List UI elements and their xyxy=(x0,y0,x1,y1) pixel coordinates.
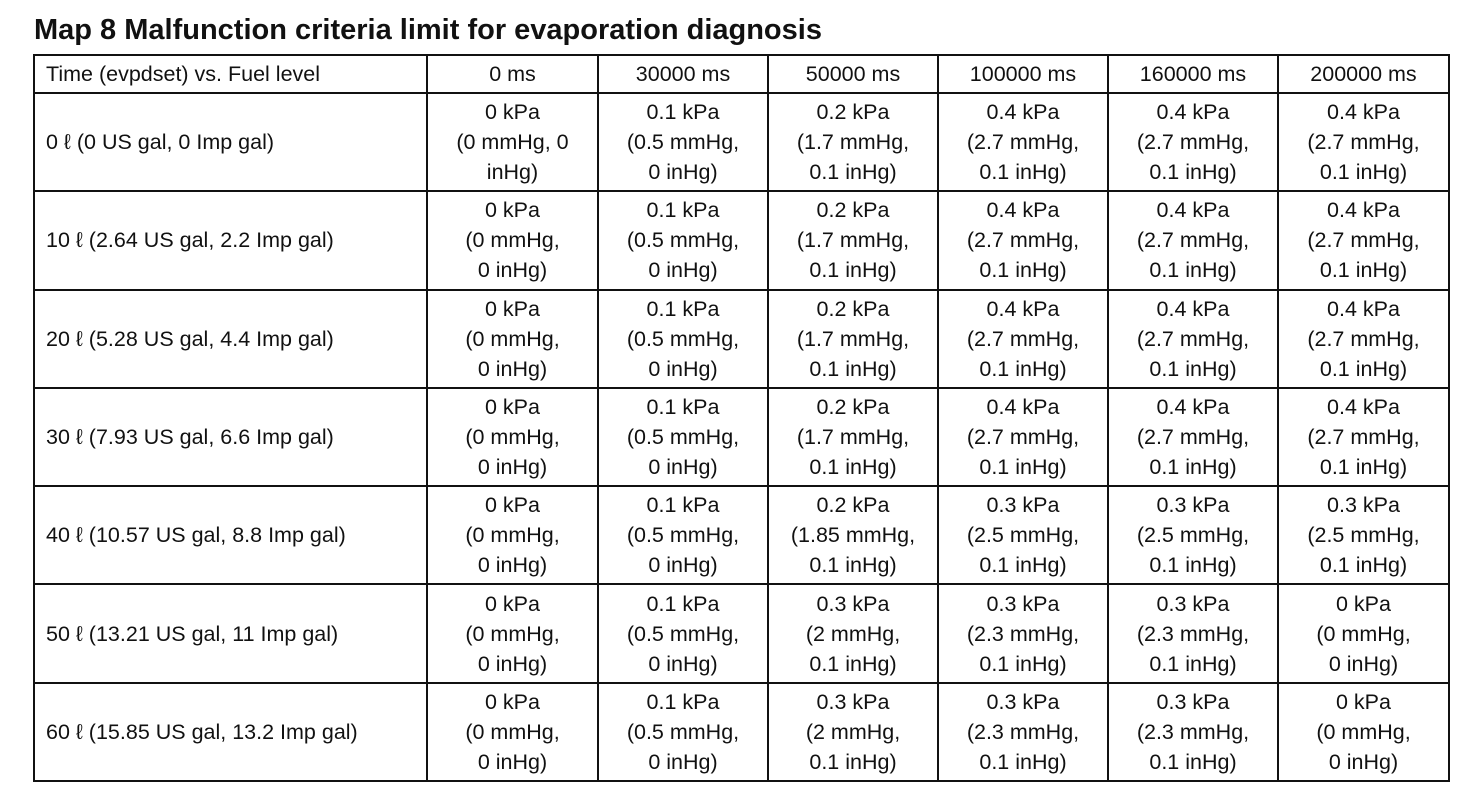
pressure-cell-line: (2.5 mmHg, xyxy=(1307,523,1420,548)
pressure-cell-line: 0 kPa xyxy=(485,100,540,125)
pressure-cell-line: (0 mmHg, xyxy=(465,621,560,646)
fuel-level-label: 60 ℓ (15.85 US gal, 13.2 Imp gal) xyxy=(34,683,427,781)
pressure-cell xyxy=(768,388,938,486)
pressure-cell-line: 0.1 kPa xyxy=(646,198,720,223)
pressure-cell-line: (2.3 mmHg, xyxy=(966,719,1080,744)
pressure-cell xyxy=(427,93,598,191)
pressure-cell-line: (0 mmHg, xyxy=(1316,621,1411,646)
pressure-cell-line: (0.5 mmHg, xyxy=(626,228,740,253)
pressure-cell-line: 0 inHg) xyxy=(477,651,548,676)
pressure-cell xyxy=(427,290,598,388)
fuel-level-label: 50 ℓ (13.21 US gal, 11 Imp gal) xyxy=(34,584,427,682)
header-corner: Time (evpdset) vs. Fuel level xyxy=(34,55,427,93)
pressure-cell-line: 0.1 kPa xyxy=(646,591,720,616)
header-cell: 50000 ms xyxy=(768,55,938,93)
pressure-cell-line: 0.1 inHg) xyxy=(1149,651,1237,676)
pressure-cell-line: (0.5 mmHg, xyxy=(626,719,740,744)
pressure-cell-line: (2.7 mmHg, xyxy=(1136,326,1250,351)
fuel-level-label: 0 ℓ (0 US gal, 0 Imp gal) xyxy=(34,93,427,191)
pressure-cell-line: 0.1 inHg) xyxy=(979,356,1067,381)
pressure-cell-line: 0.1 kPa xyxy=(646,493,720,518)
pressure-cell xyxy=(1108,93,1278,191)
pressure-cell-line: (0.5 mmHg, xyxy=(626,130,740,155)
pressure-cell xyxy=(1278,683,1449,781)
pressure-cell-line: 0 inHg) xyxy=(477,454,548,479)
pressure-cell xyxy=(1278,486,1449,584)
table-row xyxy=(34,683,1449,781)
pressure-cell-line: 0.4 kPa xyxy=(1327,394,1400,419)
pressure-cell-line: 0.1 kPa xyxy=(646,689,720,714)
pressure-cell-line: 0.4 kPa xyxy=(1156,394,1230,419)
pressure-cell-line: 0.1 inHg) xyxy=(1149,749,1237,774)
pressure-cell-line: (2.7 mmHg, xyxy=(966,424,1080,449)
pressure-cell xyxy=(1108,486,1278,584)
pressure-cell-line: (0.5 mmHg, xyxy=(626,621,740,646)
pressure-cell-line: (0 mmHg, xyxy=(465,424,560,449)
pressure-cell-line: 0.3 kPa xyxy=(986,689,1060,714)
header-row xyxy=(34,55,1449,93)
pressure-cell xyxy=(1278,290,1449,388)
pressure-cell-line: 0.1 inHg) xyxy=(809,749,897,774)
pressure-cell-line: (0 mmHg, xyxy=(1316,719,1411,744)
pressure-cell-line: (2.7 mmHg, xyxy=(1307,326,1420,351)
pressure-cell xyxy=(1108,290,1278,388)
pressure-cell-line: 0 inHg) xyxy=(648,258,718,283)
pressure-cell-line: 0.2 kPa xyxy=(816,493,890,518)
pressure-cell-line: (0 mmHg, xyxy=(465,326,560,351)
pressure-cell-line: 0.1 inHg) xyxy=(979,553,1067,578)
pressure-cell-line: (2 mmHg, xyxy=(805,621,901,646)
table-row xyxy=(34,388,1449,486)
pressure-cell-line: 0.1 inHg) xyxy=(1149,356,1237,381)
pressure-cell-line: (2.7 mmHg, xyxy=(1136,130,1250,155)
pressure-cell-line: (2.7 mmHg, xyxy=(1136,228,1250,253)
pressure-cell-line: 0 inHg) xyxy=(648,454,718,479)
pressure-cell-line: 0.4 kPa xyxy=(1327,198,1400,223)
pressure-cell-line: 0.1 inHg) xyxy=(1149,258,1237,283)
pressure-cell-line: 0 inHg) xyxy=(648,651,718,676)
pressure-cell-line: 0 kPa xyxy=(485,493,540,518)
pressure-cell xyxy=(598,388,768,486)
pressure-cell xyxy=(768,683,938,781)
pressure-cell xyxy=(598,290,768,388)
pressure-cell-line: (1.7 mmHg, xyxy=(796,228,910,253)
pressure-cell-line: 0.1 inHg) xyxy=(979,258,1067,283)
pressure-cell-line: 0.1 kPa xyxy=(646,100,720,125)
pressure-cell xyxy=(427,388,598,486)
pressure-cell-line: 0.1 inHg) xyxy=(809,553,897,578)
pressure-cell xyxy=(1108,584,1278,682)
fuel-level-label: 10 ℓ (2.64 US gal, 2.2 Imp gal) xyxy=(34,191,427,289)
pressure-cell-line: (2.7 mmHg, xyxy=(966,228,1080,253)
table-row xyxy=(34,93,1449,191)
pressure-cell-line: (2.3 mmHg, xyxy=(966,621,1080,646)
header-cell: 100000 ms xyxy=(938,55,1108,93)
pressure-cell-line: 0 kPa xyxy=(485,689,540,714)
pressure-cell-line: 0.1 inHg) xyxy=(1319,258,1408,283)
pressure-cell-line: 0 inHg) xyxy=(477,749,548,774)
pressure-cell-line: 0.4 kPa xyxy=(1156,100,1230,125)
pressure-cell xyxy=(1278,584,1449,682)
pressure-cell-line: (2 mmHg, xyxy=(805,719,901,744)
pressure-cell-line: 0.4 kPa xyxy=(1327,296,1400,321)
criteria-table xyxy=(33,54,1450,782)
pressure-cell-line: 0.4 kPa xyxy=(986,394,1060,419)
pressure-cell-line: (2.7 mmHg, xyxy=(966,326,1080,351)
pressure-cell-line: (2.3 mmHg, xyxy=(1136,621,1250,646)
pressure-cell xyxy=(768,584,938,682)
pressure-cell-line: (1.7 mmHg, xyxy=(796,130,910,155)
pressure-cell-line: 0 kPa xyxy=(485,394,540,419)
pressure-cell-line: 0.1 inHg) xyxy=(1149,160,1237,185)
pressure-cell-line: 0.3 kPa xyxy=(1156,591,1230,616)
pressure-cell-line: 0.3 kPa xyxy=(1327,493,1400,518)
pressure-cell-line: 0.1 inHg) xyxy=(1149,454,1237,479)
pressure-cell xyxy=(938,191,1108,289)
pressure-cell-line: 0 inHg) xyxy=(477,258,548,283)
fuel-level-label: 40 ℓ (10.57 US gal, 8.8 Imp gal) xyxy=(34,486,427,584)
pressure-cell-line: 0.2 kPa xyxy=(816,394,890,419)
pressure-cell xyxy=(598,191,768,289)
pressure-cell-line: 0.3 kPa xyxy=(1156,689,1230,714)
pressure-cell xyxy=(1278,388,1449,486)
pressure-cell-line: 0.3 kPa xyxy=(1156,493,1230,518)
pressure-cell-line: 0.1 inHg) xyxy=(1319,356,1408,381)
pressure-cell-line: 0.3 kPa xyxy=(816,689,890,714)
pressure-cell-line: (0 mmHg, 0 xyxy=(456,130,569,155)
pressure-cell xyxy=(938,290,1108,388)
fuel-level-label: 20 ℓ (5.28 US gal, 4.4 Imp gal) xyxy=(34,290,427,388)
header-cell: 0 ms xyxy=(427,55,598,93)
pressure-cell-line: 0.4 kPa xyxy=(1327,100,1400,125)
pressure-cell xyxy=(1278,93,1449,191)
table-row xyxy=(34,584,1449,682)
header-cell: 30000 ms xyxy=(598,55,768,93)
pressure-cell-line: (2.3 mmHg, xyxy=(1136,719,1250,744)
pressure-cell xyxy=(427,486,598,584)
pressure-cell xyxy=(768,486,938,584)
pressure-cell-line: 0 inHg) xyxy=(648,553,718,578)
header-cell: 200000 ms xyxy=(1278,55,1449,93)
pressure-cell-line: 0.4 kPa xyxy=(986,100,1060,125)
pressure-cell-line: 0 inHg) xyxy=(648,356,718,381)
pressure-cell-line: (2.7 mmHg, xyxy=(1136,424,1250,449)
pressure-cell-line: 0.3 kPa xyxy=(816,591,890,616)
pressure-cell-line: (1.7 mmHg, xyxy=(796,326,910,351)
pressure-cell-line: (0.5 mmHg, xyxy=(626,326,740,351)
pressure-cell-line: 0 inHg) xyxy=(1328,749,1399,774)
pressure-cell xyxy=(938,683,1108,781)
pressure-cell xyxy=(598,486,768,584)
pressure-cell-line: 0.3 kPa xyxy=(986,591,1060,616)
pressure-cell-line: 0.1 inHg) xyxy=(1319,454,1408,479)
pressure-cell-line: 0.1 inHg) xyxy=(809,258,897,283)
pressure-cell-line: 0 inHg) xyxy=(477,553,548,578)
pressure-cell xyxy=(598,584,768,682)
pressure-cell-line: 0.1 inHg) xyxy=(979,454,1067,479)
pressure-cell-line: 0.1 inHg) xyxy=(1149,553,1237,578)
pressure-cell-line: (1.7 mmHg, xyxy=(796,424,910,449)
pressure-cell-line: (2.7 mmHg, xyxy=(966,130,1080,155)
page-title: Map 8 Malfunction criteria limit for evaporation diagnosis xyxy=(34,14,822,46)
pressure-cell-line: 0.2 kPa xyxy=(816,296,890,321)
pressure-cell-line: (2.5 mmHg, xyxy=(966,523,1080,548)
pressure-cell-line: 0 inHg) xyxy=(648,749,718,774)
pressure-cell-line: (2.7 mmHg, xyxy=(1307,130,1420,155)
pressure-cell-line: 0 kPa xyxy=(1336,591,1391,616)
pressure-cell xyxy=(768,191,938,289)
pressure-cell-line: 0.1 kPa xyxy=(646,394,720,419)
pressure-cell xyxy=(938,486,1108,584)
pressure-cell-line: (2.5 mmHg, xyxy=(1136,523,1250,548)
pressure-cell-line: 0.2 kPa xyxy=(816,198,890,223)
pressure-cell-line: 0.4 kPa xyxy=(986,296,1060,321)
pressure-cell-line: 0 kPa xyxy=(485,198,540,223)
pressure-cell-line: 0.1 inHg) xyxy=(979,749,1067,774)
pressure-cell xyxy=(427,191,598,289)
pressure-cell xyxy=(598,93,768,191)
pressure-cell-line: 0.1 inHg) xyxy=(809,454,897,479)
pressure-cell xyxy=(938,388,1108,486)
pressure-cell-line: 0.1 inHg) xyxy=(979,160,1067,185)
pressure-cell-line: 0.1 inHg) xyxy=(809,651,897,676)
pressure-cell-line: 0.4 kPa xyxy=(1156,296,1230,321)
pressure-cell xyxy=(427,584,598,682)
pressure-cell-line: 0.4 kPa xyxy=(986,198,1060,223)
pressure-cell-line: inHg) xyxy=(486,160,539,185)
pressure-cell xyxy=(768,290,938,388)
pressure-cell-line: 0 inHg) xyxy=(648,160,718,185)
pressure-cell-line: 0.4 kPa xyxy=(1156,198,1230,223)
pressure-cell xyxy=(598,683,768,781)
pressure-cell-line: (0.5 mmHg, xyxy=(626,424,740,449)
pressure-cell xyxy=(938,584,1108,682)
table-row xyxy=(34,191,1449,289)
pressure-cell-line: 0.1 kPa xyxy=(646,296,720,321)
pressure-cell-line: 0 inHg) xyxy=(1328,651,1399,676)
pressure-cell xyxy=(1108,683,1278,781)
pressure-cell-line: (0.5 mmHg, xyxy=(626,523,740,548)
pressure-cell-line: 0 kPa xyxy=(485,296,540,321)
pressure-cell-line: (0 mmHg, xyxy=(465,523,560,548)
pressure-cell-line: (0 mmHg, xyxy=(465,228,560,253)
table-row xyxy=(34,486,1449,584)
pressure-cell-line: 0.1 inHg) xyxy=(809,356,897,381)
pressure-cell-line: 0 kPa xyxy=(1336,689,1391,714)
pressure-cell xyxy=(938,93,1108,191)
fuel-level-label: 30 ℓ (7.93 US gal, 6.6 Imp gal) xyxy=(34,388,427,486)
pressure-cell xyxy=(1278,191,1449,289)
pressure-cell-line: 0.3 kPa xyxy=(986,493,1060,518)
pressure-cell-line: (2.7 mmHg, xyxy=(1307,228,1420,253)
pressure-cell-line: (1.85 mmHg, xyxy=(790,523,916,548)
pressure-cell xyxy=(427,683,598,781)
pressure-cell-line: 0 kPa xyxy=(485,591,540,616)
pressure-cell-line: (2.7 mmHg, xyxy=(1307,424,1420,449)
pressure-cell-line: 0.1 inHg) xyxy=(979,651,1067,676)
header-cell: 160000 ms xyxy=(1108,55,1278,93)
pressure-cell-line: 0.1 inHg) xyxy=(1319,553,1408,578)
pressure-cell xyxy=(1108,388,1278,486)
pressure-cell-line: 0 inHg) xyxy=(477,356,548,381)
pressure-cell xyxy=(768,93,938,191)
pressure-cell-line: (0 mmHg, xyxy=(465,719,560,744)
pressure-cell-line: 0.1 inHg) xyxy=(1319,160,1408,185)
table-row xyxy=(34,290,1449,388)
pressure-cell-line: 0.1 inHg) xyxy=(809,160,897,185)
pressure-cell xyxy=(1108,191,1278,289)
pressure-cell-line: 0.2 kPa xyxy=(816,100,890,125)
